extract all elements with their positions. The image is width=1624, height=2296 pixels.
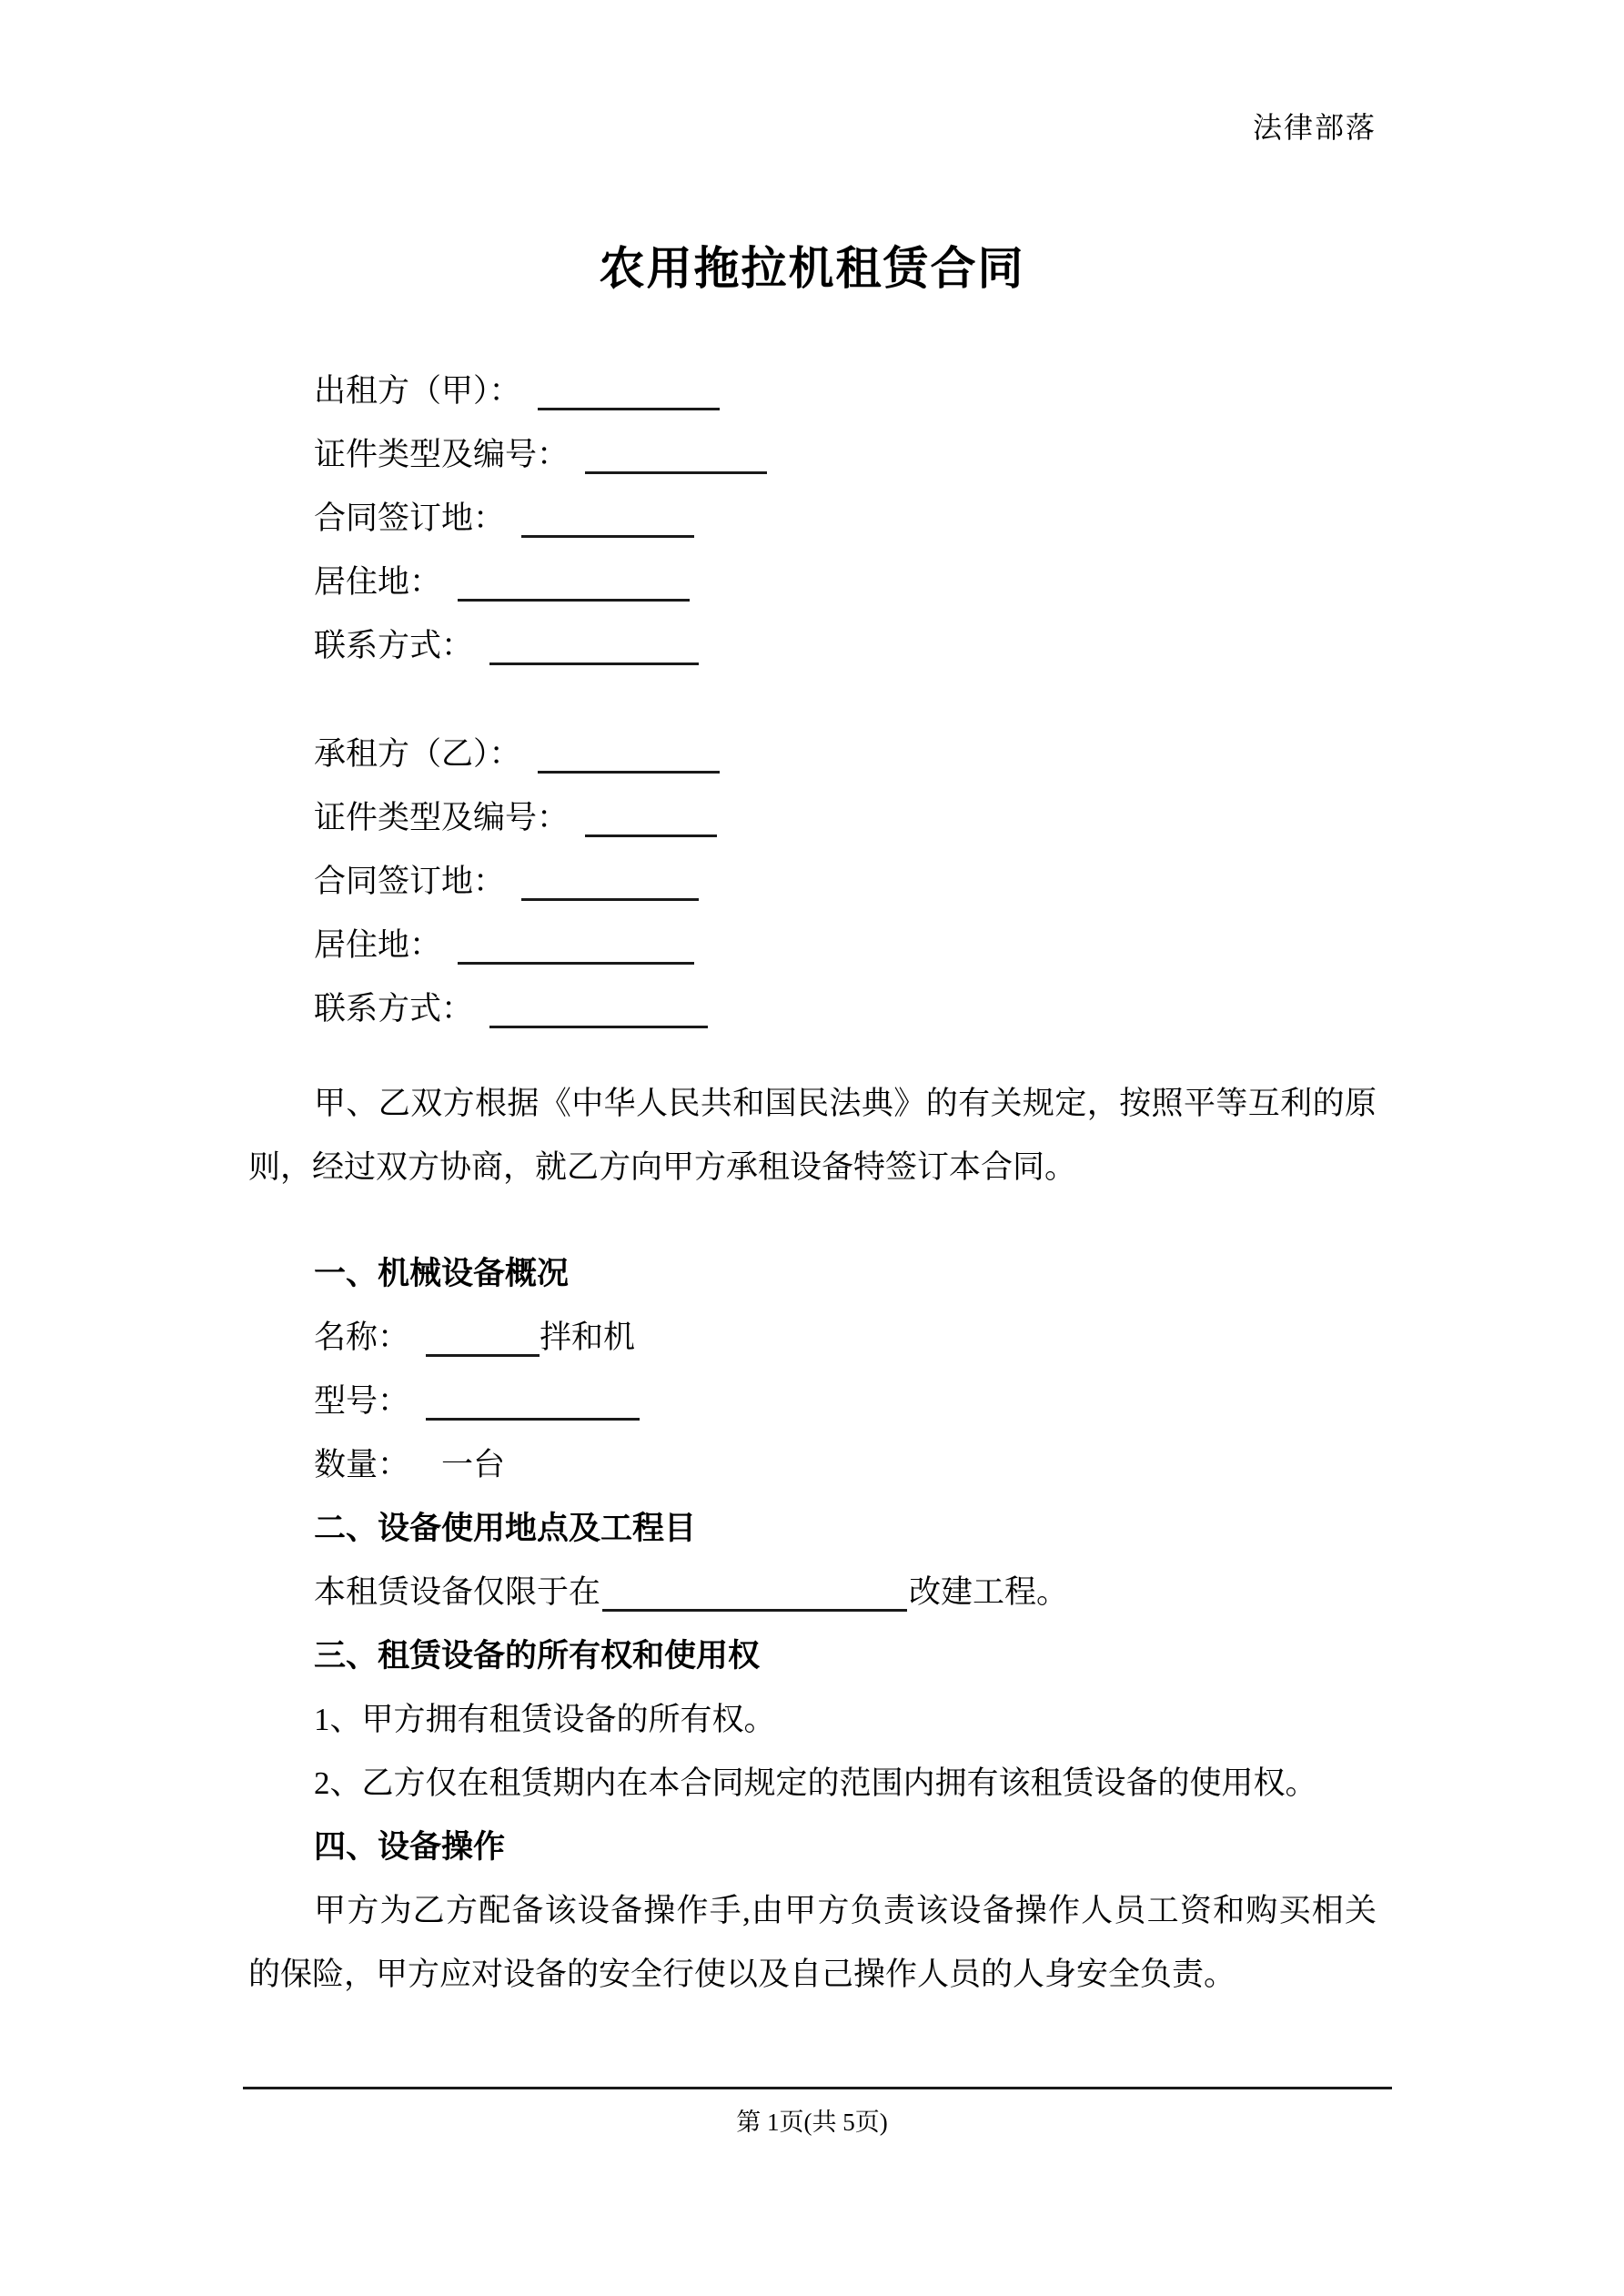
field-row-lessor <box>248 359 1377 423</box>
equipment-qty-row <box>248 1433 1377 1497</box>
spacer <box>248 678 1377 723</box>
operation-line-1: 甲方为乙方配备该设备操作手,由甲方负责该设备操作人员工资和购买相关 <box>314 1893 1377 1928</box>
equipment-name-row <box>248 1306 1377 1370</box>
party-b-block <box>248 723 1377 1041</box>
fill-in-blank <box>458 962 694 965</box>
ownership-item-2: 2、乙方仅在租赁期内在本合同规定的范围内拥有该租赁设备的使用权。 <box>314 1765 1317 1801</box>
document-body <box>248 359 1377 2007</box>
field-label: 证件类型及编号： <box>314 800 570 835</box>
operation-line-2: 的保险，甲方应对设备的安全行使以及自己操作人员的人身安全负责。 <box>248 1957 1236 1992</box>
fill-in-blank <box>538 771 720 774</box>
section-3-heading: 三、租赁设备的所有权和使用权 <box>314 1638 761 1674</box>
brand-watermark: 法律部落 <box>1252 111 1377 144</box>
field-label: 居住地： <box>314 564 442 600</box>
fill-in-blank <box>458 599 690 602</box>
ownership-item-1: 1、甲方拥有租赁设备的所有权。 <box>314 1702 776 1737</box>
fill-in-blank <box>426 1418 640 1421</box>
field-row-residence <box>248 914 1377 977</box>
usage-prefix: 本租赁设备仅限于在 <box>314 1574 601 1610</box>
field-label: 承租方（乙）： <box>314 736 521 772</box>
fill-in-blank <box>585 471 767 474</box>
field-row-id <box>248 423 1377 487</box>
usage-location-line <box>248 1561 1377 1624</box>
page-title: 农用拖拉机租赁合同 <box>599 243 1025 294</box>
field-row-residence <box>248 551 1377 614</box>
field-row-signing-place <box>248 850 1377 914</box>
field-label: 联系方式： <box>314 991 474 1027</box>
field-row-contact <box>248 977 1377 1041</box>
intro-line-2: 则，经过双方协商，就乙方向甲方承租设备特签订本合同。 <box>248 1149 1077 1185</box>
operation-paragraph <box>248 1879 1377 2007</box>
intro-line-1: 甲、乙双方根据《中华人民共和国民法典》的有关规定，按照平等互利的原 <box>314 1086 1377 1121</box>
spacer <box>248 1199 1377 1242</box>
field-label: 联系方式： <box>314 628 474 663</box>
field-row-lessee <box>248 723 1377 786</box>
field-label: 合同签订地： <box>314 864 506 899</box>
field-row-contact <box>248 614 1377 678</box>
section-4-heading: 四、设备操作 <box>314 1829 506 1865</box>
fill-in-blank <box>489 663 699 665</box>
spacer <box>248 1041 1377 1072</box>
page-number: 第 1页(共 5页) <box>736 2109 888 2136</box>
fill-in-blank <box>602 1609 907 1612</box>
field-label: 合同签订地： <box>314 501 506 536</box>
field-label: 名称： <box>314 1320 410 1355</box>
usage-suffix: 改建工程。 <box>909 1574 1069 1610</box>
field-row-id <box>248 786 1377 850</box>
fill-in-blank <box>489 1026 708 1028</box>
section-1-heading: 一、机械设备概况 <box>314 1256 570 1291</box>
fill-in-blank <box>538 408 720 410</box>
fill-in-blank <box>585 834 717 837</box>
section-2-heading: 二、设备使用地点及工程目 <box>314 1511 697 1546</box>
field-row-signing-place <box>248 487 1377 551</box>
footer-divider <box>243 2087 1392 2089</box>
field-label: 型号： <box>314 1383 410 1419</box>
equipment-model-row <box>248 1370 1377 1433</box>
party-a-block <box>248 359 1377 678</box>
field-label: 数量： <box>314 1447 410 1482</box>
field-label: 居住地： <box>314 927 442 963</box>
equipment-qty-value: 一台 <box>441 1447 506 1482</box>
fill-in-blank <box>521 535 694 538</box>
equipment-name-suffix: 拌和机 <box>540 1320 636 1355</box>
fill-in-blank <box>426 1354 540 1357</box>
intro-paragraph <box>248 1072 1377 1199</box>
field-label: 证件类型及编号： <box>314 437 570 472</box>
field-label: 出租方（甲）： <box>314 373 521 409</box>
fill-in-blank <box>521 898 699 901</box>
